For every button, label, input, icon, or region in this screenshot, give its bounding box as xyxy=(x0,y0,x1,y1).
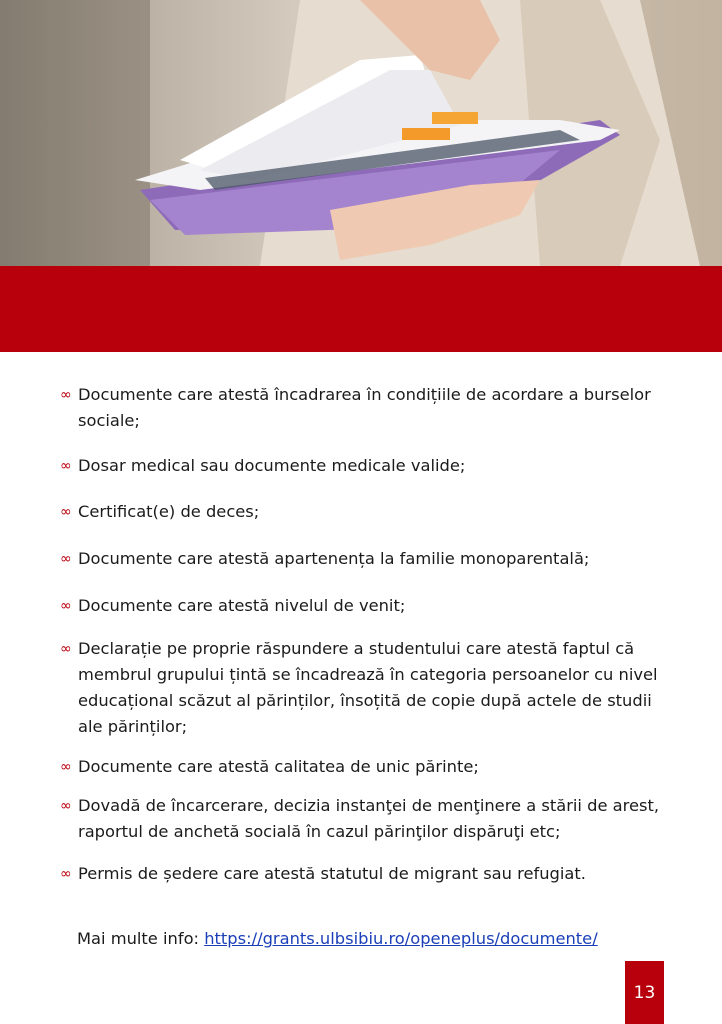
infinity-bullet-icon: ∞ xyxy=(60,798,72,814)
red-banner xyxy=(0,266,722,352)
list-item xyxy=(60,499,678,525)
infinity-bullet-icon: ∞ xyxy=(60,759,72,775)
infinity-bullet-icon: ∞ xyxy=(60,641,72,657)
list-item-text: Documente care atestă încadrarea în condițiile de acordare a burselor sociale; xyxy=(78,385,651,430)
list-item xyxy=(60,453,678,479)
list-item-text: Documente care atestă apartenența la familie monoparentală; xyxy=(78,549,590,568)
infinity-bullet-icon: ∞ xyxy=(60,458,72,474)
list-item-text: Dosar medical sau documente medicale valide; xyxy=(78,456,466,475)
infinity-bullet-icon: ∞ xyxy=(60,551,72,567)
list-item xyxy=(60,754,678,780)
list-item-text: Dovadă de încarcerare, decizia instanţei de menţinere a stării de arest, raportul de anchetă socială în cazul părinţilor dispăruţi etc; xyxy=(78,796,660,841)
list-item-text: Certificat(e) de deces; xyxy=(78,502,260,521)
page-number: 13 xyxy=(625,961,664,1024)
infinity-bullet-icon: ∞ xyxy=(60,504,72,520)
infinity-bullet-icon: ∞ xyxy=(60,387,72,403)
list-item-text: Permis de ședere care atestă statutul de migrant sau refugiat. xyxy=(78,864,586,883)
infinity-bullet-icon: ∞ xyxy=(60,598,72,614)
more-info-label: Mai multe info: xyxy=(77,929,205,948)
header-photo xyxy=(0,0,722,266)
list-item xyxy=(60,546,688,572)
list-item xyxy=(60,636,678,740)
list-item xyxy=(60,861,678,887)
infinity-bullet-icon: ∞ xyxy=(60,866,72,882)
list-item xyxy=(60,793,678,845)
list-item-text: Declarație pe proprie răspundere a studentului care atestă faptul că membrul grupului țintă se încadrează în categoria persoanelor cu nivel educațional scăzut al părinților, însoțită de copie după actele de studii ale părinților; xyxy=(78,639,658,736)
list-item xyxy=(60,382,658,434)
list-item-text: Documente care atestă nivelul de venit; xyxy=(78,596,406,615)
documents-folder-illustration xyxy=(0,0,722,266)
list-item-text: Documente care atestă calitatea de unic părinte; xyxy=(78,757,479,776)
more-info-link[interactable]: https://grants.ulbsibiu.ro/openeplus/documente/ xyxy=(204,929,598,948)
more-info-line xyxy=(77,926,598,952)
list-item xyxy=(60,593,678,619)
